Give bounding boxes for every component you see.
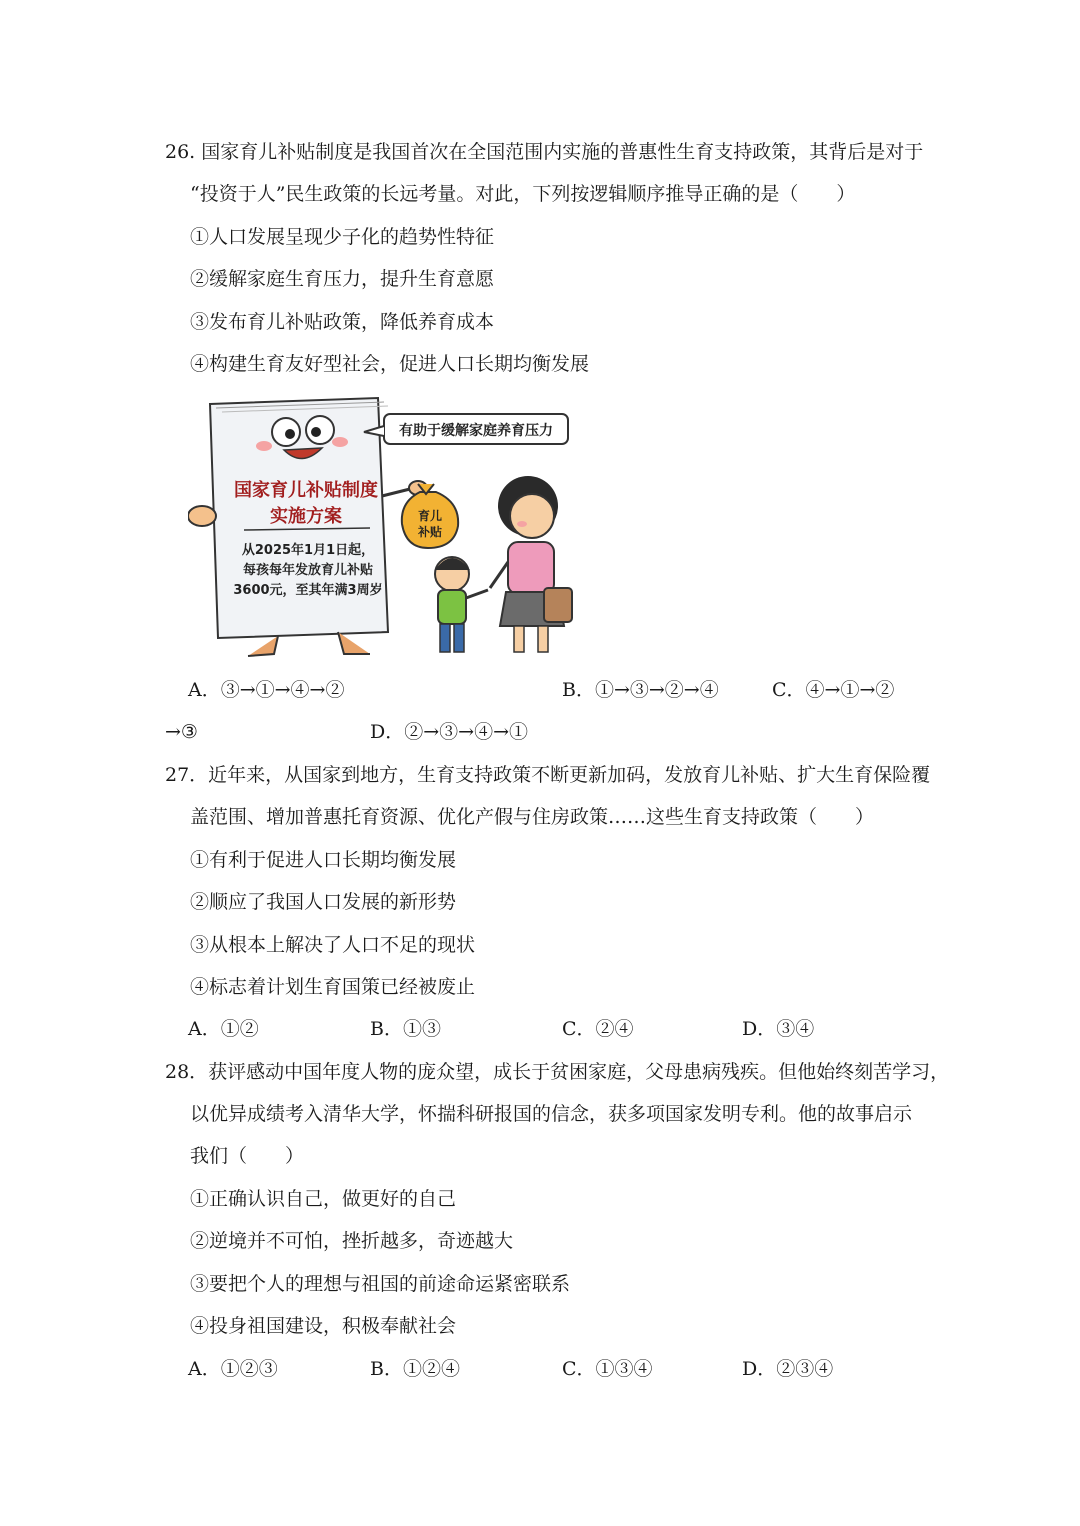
cartoon-doc-title-2: 实施方案 (270, 506, 342, 527)
q26-statement-2: ②缓解家庭生育压力，提升生育意愿 (190, 268, 495, 290)
q27-stem-line2: 盖范围、增加普惠托育资源、优化产假与住房政策……这些生育支持政策（ ） (190, 806, 875, 828)
q27-option-a[interactable]: A．①② (188, 1018, 259, 1040)
q26-option-a[interactable]: A．③→①→④→② (188, 679, 345, 701)
q26-stem-line2: “投资于人”民生政策的长远考量。对此，下列按逻辑顺序推导正确的是（ ） (190, 183, 856, 205)
q26-stem-line1: 26. 国家育儿补贴制度是我国首次在全国范围内实施的普惠性生育支持政策，其背后是对于 (165, 141, 924, 163)
speech-bubble-text: 有助于缓解家庭养育压力 (399, 423, 553, 439)
q28-stem-line1: 28．获评感动中国年度人物的庞众望，成长于贫困家庭，父母患病残疾。但他始终刻苦学习， (165, 1061, 950, 1083)
q27-statement-4: ④标志着计划生育国策已经被废止 (190, 976, 476, 998)
q27-statement-3: ③从根本上解决了人口不足的现状 (190, 934, 476, 956)
cartoon-doc-body-3: 3600元，至其年满3周岁 (233, 583, 383, 598)
q26-option-c[interactable]: C．④→①→② (772, 679, 895, 701)
q26-statement-1: ①人口发展呈现少子化的趋势性特征 (190, 226, 495, 248)
q27-option-c[interactable]: C．②④ (562, 1018, 634, 1040)
q27-option-b[interactable]: B．①③ (370, 1018, 441, 1040)
bag-label-2: 补贴 (417, 525, 443, 539)
q26-option-c-continued: →③ (165, 721, 198, 743)
bag-label-1: 育儿 (417, 509, 443, 523)
q28-stem-line3: 我们（ ） (190, 1145, 305, 1167)
q27-statement-2: ②顺应了我国人口发展的新形势 (190, 891, 457, 913)
cartoon-doc-body-2: 每孩每年发放育儿补贴 (242, 563, 374, 578)
q28-statement-2: ②逆境并不可怕，挫折越多，奇迹越大 (190, 1230, 514, 1252)
q28-stem-line2: 以优异成绩考入清华大学，怀揣科研报国的信念，获多项国家发明专利。他的故事启示 (190, 1103, 913, 1125)
cartoon-doc-body-1: 从2025年1月1日起， (241, 543, 375, 558)
speech-bubble (364, 414, 568, 444)
q28-option-c[interactable]: C．①③④ (562, 1358, 653, 1380)
q27-option-d[interactable]: D．③④ (742, 1018, 815, 1040)
q28-option-d[interactable]: D．②③④ (742, 1358, 834, 1380)
q26-option-b[interactable]: B．①→③→②→④ (562, 679, 719, 701)
q27-statement-1: ①有利于促进人口长期均衡发展 (190, 849, 457, 871)
q26-option-d[interactable]: D．②→③→④→① (370, 721, 528, 743)
q28-statement-4: ④投身祖国建设，积极奉献社会 (190, 1315, 457, 1337)
q28-option-b[interactable]: B．①②④ (370, 1358, 460, 1380)
q28-statement-1: ①正确认识自己，做更好的自己 (190, 1188, 457, 1210)
q27-stem-line1: 27．近年来，从国家到地方，生育支持政策不断更新加码，发放育儿补贴、扩大生育保险覆 (165, 764, 931, 786)
q28-statement-3: ③要把个人的理想与祖国的前途命运紧密联系 (190, 1273, 571, 1295)
q28-option-a[interactable]: A．①②③ (188, 1358, 278, 1380)
q26-statement-4: ④构建生育友好型社会，促进人口长期均衡发展 (190, 353, 590, 375)
cartoon-doc-title-1: 国家育儿补贴制度 (234, 480, 378, 501)
policy-cartoon (188, 392, 592, 660)
handbag-icon (544, 588, 572, 622)
q26-statement-3: ③发布育儿补贴政策，降低养育成本 (190, 311, 495, 333)
